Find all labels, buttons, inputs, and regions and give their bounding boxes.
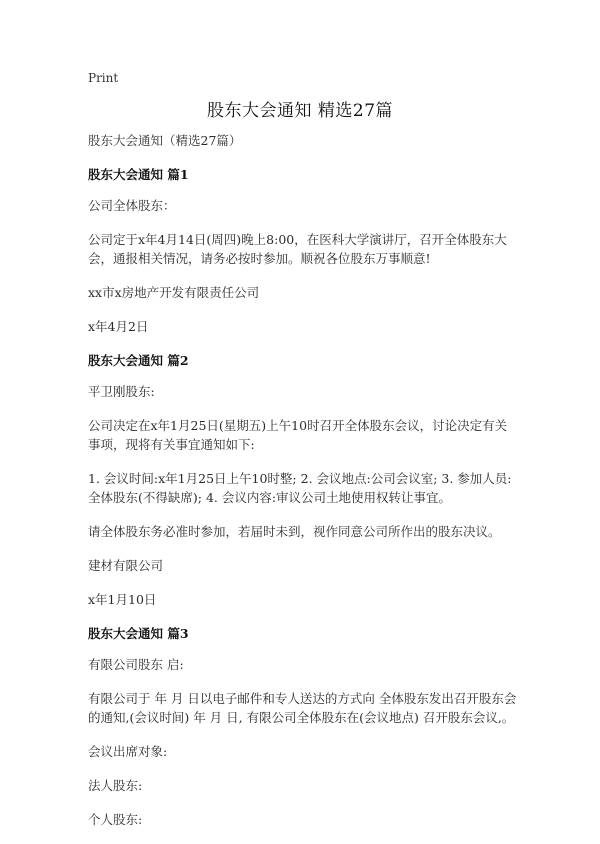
- body-paragraph: x年1月10日: [88, 592, 157, 607]
- body-paragraph: 建材有限公司: [88, 558, 164, 573]
- section-heading: 股东大会通知 篇1: [88, 167, 189, 182]
- body-paragraph: x年4月2日: [88, 319, 149, 334]
- body-paragraph: 个人股东:: [88, 812, 143, 827]
- body-paragraph: 股东大会通知（精选27篇）: [88, 133, 242, 148]
- body-paragraph: 平卫刚股东:: [88, 384, 155, 399]
- body-paragraph: 会议出席对象:: [88, 744, 168, 759]
- body-paragraph: 法人股东:: [88, 778, 143, 793]
- body-paragraph: 请全体股东务必准时参加，若届时未到，视作同意公司所作出的股东决议。: [88, 524, 501, 539]
- body-paragraph: 公司定于x年4月14日(周四)晚上8:00，在医科大学演讲厅，召开全体股东大会，通报相关情况，请务必按时参加。顺祝各位股东万事顺意!: [88, 232, 507, 266]
- body-paragraph: 有限公司于 年 月 日以电子邮件和专人送达的方式向 全体股东发出召开股东会的通知,(会议时间) 年 月 日, 有限公司全体股东在(会议地点) 召开股东会议,。: [88, 691, 517, 725]
- body-paragraph: 公司决定在x年1月25日(星期五)上午10时召开全体股东会议，讨论决定有关事项，现将有关事宜通知如下:: [88, 418, 508, 452]
- body-paragraph: 公司全体股东：: [88, 198, 176, 213]
- document-title: 股东大会通知 精选27篇: [206, 101, 394, 121]
- section-heading: 股东大会通知 篇3: [88, 626, 189, 641]
- document-body: [88, 131, 518, 844]
- print-link[interactable]: Print: [88, 71, 119, 85]
- body-paragraph: 有限公司股东 启:: [88, 657, 184, 672]
- section-heading: 股东大会通知 篇2: [88, 353, 189, 368]
- body-paragraph: 1. 会议时间:x年1月25日上午10时整; 2. 会议地点:公司会议室; 3. 参加人员:全体股东(不得缺席); 4. 会议内容:审议公司土地使用权转让事宜。: [88, 471, 512, 505]
- body-paragraph: xx市x房地产开发有限责任公司: [88, 285, 260, 300]
